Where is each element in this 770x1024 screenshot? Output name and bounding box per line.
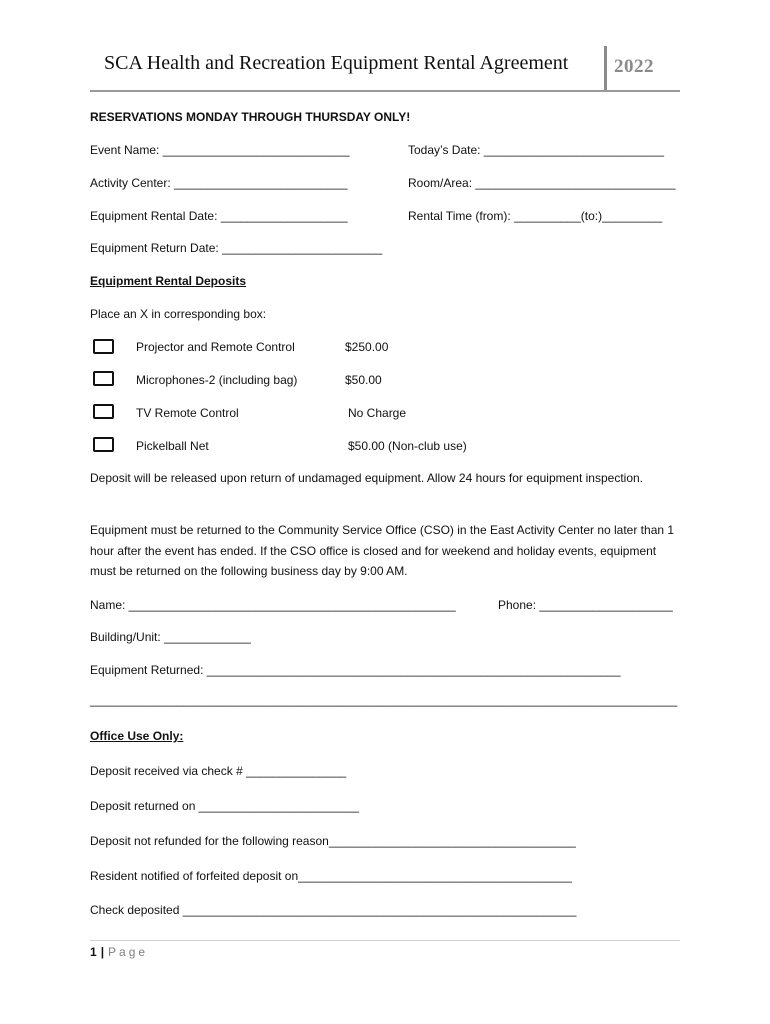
resident-notified-field[interactable]: Resident notified of forfeited deposit on_________________________________________ bbox=[90, 869, 572, 883]
deposit-item-price: $50.00 bbox=[345, 373, 382, 387]
equipment-rental-date-field[interactable]: Equipment Rental Date: ___________________ bbox=[90, 209, 348, 223]
pickleball-net-checkbox[interactable] bbox=[93, 437, 114, 452]
deposit-item-price: No Charge bbox=[348, 406, 407, 420]
deposits-heading: Equipment Rental Deposits bbox=[90, 274, 247, 288]
deposit-item-name: Projector and Remote Control bbox=[136, 340, 295, 354]
deposit-item-price: $250.00 bbox=[345, 340, 389, 354]
footer-separator: | bbox=[100, 945, 105, 959]
building-unit-field[interactable]: Building/Unit: _____________ bbox=[90, 630, 251, 644]
projector-checkbox[interactable] bbox=[93, 339, 114, 354]
deposit-item-name: TV Remote Control bbox=[136, 406, 239, 420]
room-area-field[interactable]: Room/Area: ______________________________ bbox=[408, 176, 676, 190]
document-header bbox=[90, 44, 680, 92]
todays-date-field[interactable]: Today’s Date: ___________________________ bbox=[408, 143, 665, 157]
deposits-instruction: Place an X in corresponding box: bbox=[90, 307, 267, 321]
microphones-checkbox[interactable] bbox=[93, 371, 114, 386]
equipment-returned-field[interactable]: Equipment Returned: ______________________________________________________________ bbox=[90, 663, 621, 677]
document-year: 2022 bbox=[614, 56, 654, 77]
deposit-received-field[interactable]: Deposit received via check # _______________ bbox=[90, 764, 347, 778]
header-divider bbox=[604, 46, 607, 90]
page-label: Page bbox=[108, 945, 149, 959]
reservations-notice: RESERVATIONS MONDAY THROUGH THURSDAY ONLY! bbox=[90, 110, 411, 124]
phone-field[interactable]: Phone: ____________________ bbox=[498, 598, 673, 612]
page-footer bbox=[90, 945, 148, 959]
event-name-field[interactable]: Event Name: ____________________________ bbox=[90, 143, 350, 157]
equipment-returned-continuation-line[interactable]: ________________________________________________________________________________________ bbox=[90, 693, 678, 707]
deposit-item-name: Pickelball Net bbox=[136, 439, 209, 453]
deposit-release-paragraph: Deposit will be released upon return of undamaged equipment. Allow 24 hours for equipment inspection. bbox=[90, 471, 644, 485]
check-deposited-field[interactable]: Check deposited ___________________________________________________________ bbox=[90, 903, 577, 917]
tv-remote-checkbox[interactable] bbox=[93, 404, 114, 419]
rental-time-field[interactable]: Rental Time (from): __________(to:)_________ bbox=[408, 209, 663, 223]
equipment-return-paragraph: Equipment must be returned to the Community Service Office (CSO) in the East Activity Center no later than 1 hour after the event has ended. If the CSO office is closed and for weekend and holiday events, equipment must be returned on the following business day by 9:00 AM. bbox=[90, 523, 675, 578]
deposit-not-refunded-field[interactable]: Deposit not refunded for the following reason_____________________________________ bbox=[90, 834, 576, 848]
page-number: 1 bbox=[90, 945, 97, 959]
footer-divider bbox=[90, 940, 680, 941]
activity-center-field[interactable]: Activity Center: __________________________ bbox=[90, 176, 348, 190]
office-use-heading: Office Use Only: bbox=[90, 729, 184, 743]
deposit-returned-field[interactable]: Deposit returned on ________________________ bbox=[90, 799, 359, 813]
deposit-item-name: Microphones-2 (including bag) bbox=[136, 373, 298, 387]
document-title: SCA Health and Recreation Equipment Rental Agreement bbox=[104, 52, 569, 74]
equipment-return-date-field[interactable]: Equipment Return Date: ________________________ bbox=[90, 241, 383, 255]
name-field[interactable]: Name: _________________________________________________ bbox=[90, 598, 456, 612]
deposit-item-price: $50.00 (Non-club use) bbox=[348, 439, 467, 453]
